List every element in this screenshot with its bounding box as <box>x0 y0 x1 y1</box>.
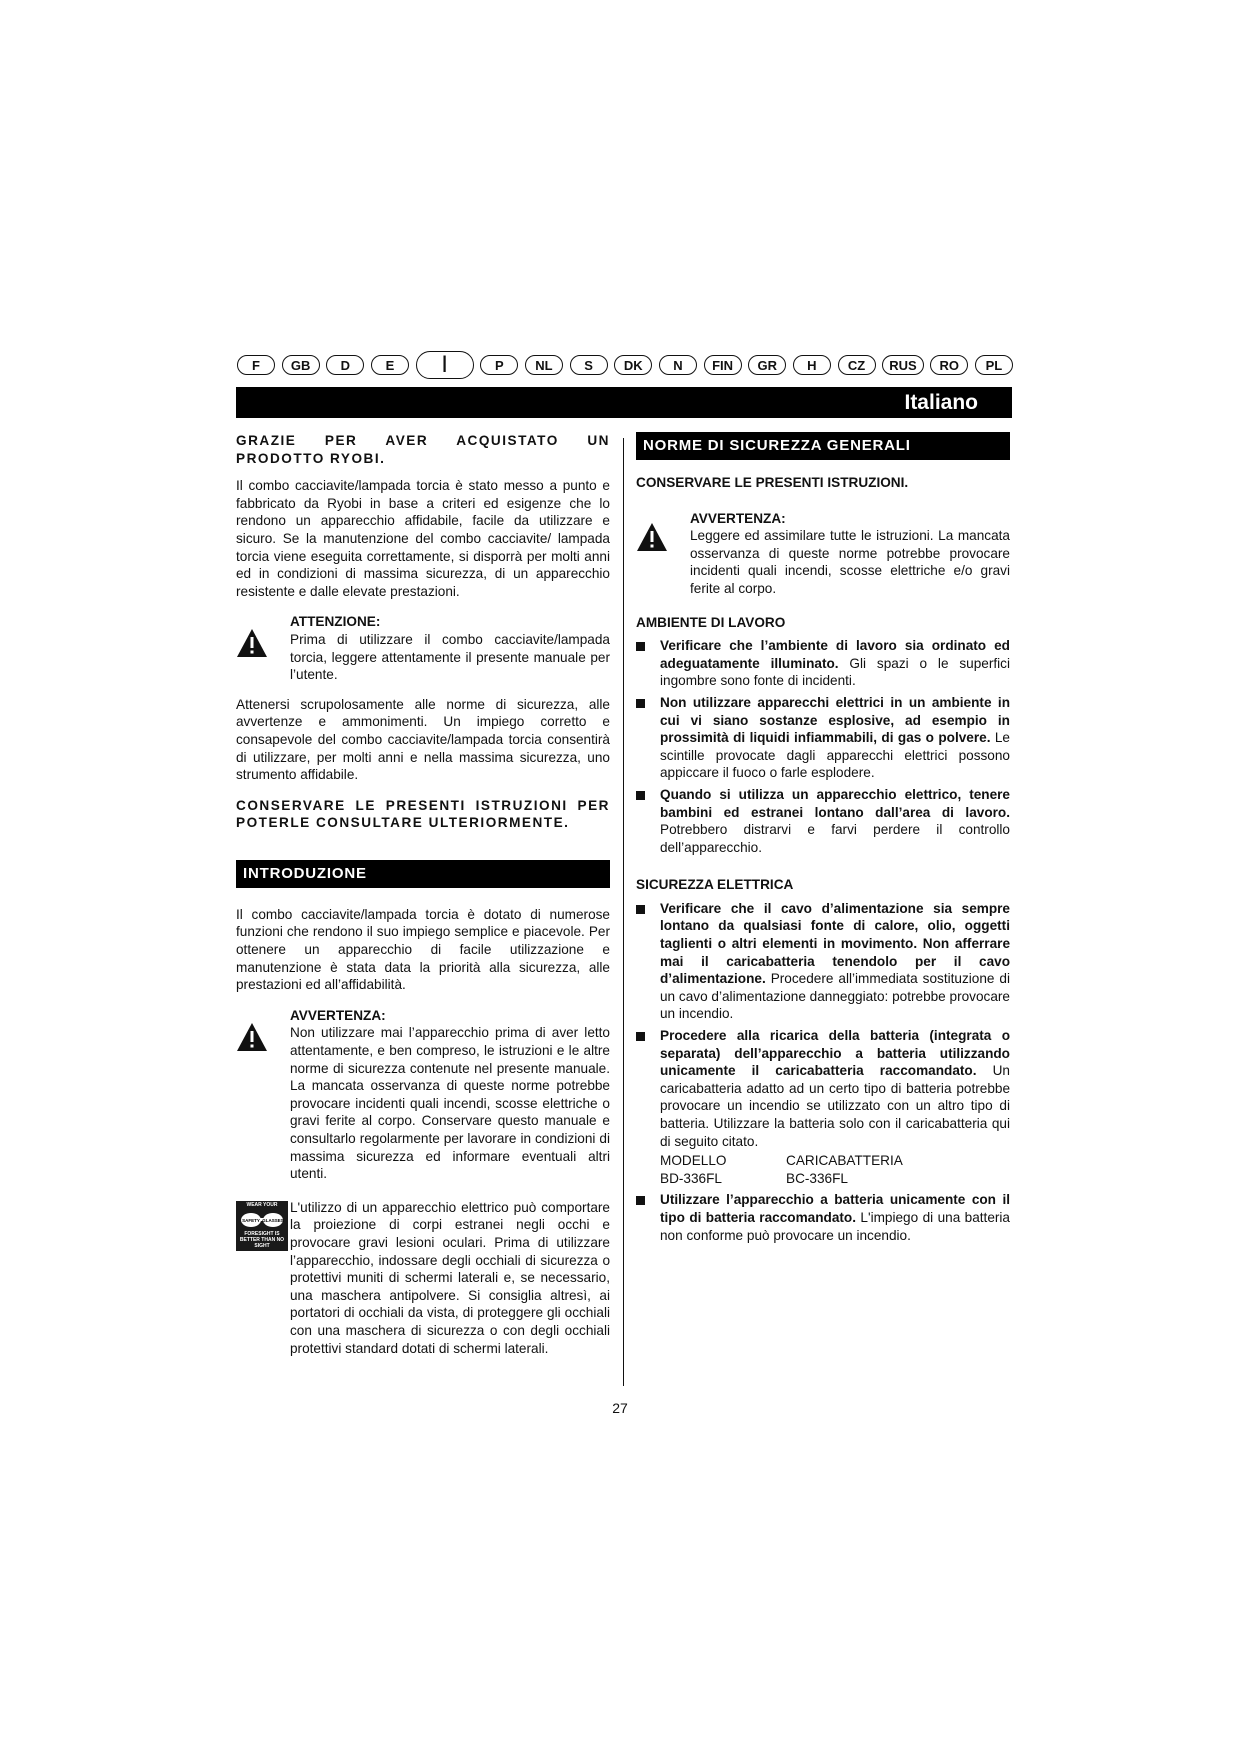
lang-tab-h[interactable]: H <box>793 355 831 375</box>
right-column <box>636 432 1010 1258</box>
charger-label: CARICABATTERIA <box>786 1153 903 1169</box>
intro-section-heading: INTRODUZIONE <box>236 860 610 888</box>
lang-tab-gr[interactable]: GR <box>748 355 786 375</box>
thanks-heading: GRAZIE PER AVER ACQUISTATO UN PRODOTTO RYOBI. <box>236 433 610 466</box>
goggle-label-top: WEAR YOUR <box>246 1202 278 1209</box>
left-column <box>236 432 610 1369</box>
general-warning-text: Leggere ed assimilare tutte le istruzioni. La mancata osservanza di queste norme potrebbe provocare incidenti quali incendi, scosse elettriche e/o gravi ferite al corpo. <box>690 528 1010 596</box>
lang-tab-dk[interactable]: DK <box>614 355 652 375</box>
general-warning-title: AVVERTENZA: <box>690 510 786 526</box>
warning-triangle-icon <box>636 510 690 598</box>
lang-tab-nl[interactable]: NL <box>525 355 563 375</box>
work-area-list <box>636 637 1010 856</box>
adhere-paragraph: Attenersi scrupolosamente alle norme di sicurezza, alle avvertenze e ammonimenti. Un impiego corretto e consapevole del combo cacciavite/lampada torcia consentirà di utilizzare, per molti anni e nella massima sicurezza, uno strumento affidabile. <box>236 696 610 783</box>
warning-triangle-icon <box>236 613 290 683</box>
lang-tab-e[interactable]: E <box>371 355 409 375</box>
general-warning-notice <box>636 510 1010 598</box>
goggle-label-right: GLASSES <box>262 1217 284 1223</box>
lang-tab-rus[interactable]: RUS <box>882 355 923 375</box>
thanks-paragraph: Il combo cacciavite/lampada torcia è stato messo a punto e fabbricato da Ryobi in base a criteri ed esigenze che lo rendono un apparecchio affidabile, facile da utilizzare e sicuro. Se la manutenzione del combo cacciavite/ lampada torcia viene eseguita correttamente, si disporrà per molti anni ed in condizioni di massima sicurezza, di un apparecchio resistente e dalle elevate prestazioni. <box>236 478 610 599</box>
model-value: BD-336FL <box>660 1170 722 1186</box>
attention-notice <box>236 613 610 683</box>
battery-list <box>636 1191 1010 1244</box>
page-number: 27 <box>612 1400 628 1416</box>
lang-tab-p[interactable]: P <box>480 355 518 375</box>
charger-value: BC-336FL <box>786 1170 848 1186</box>
lang-tab-fin[interactable]: FIN <box>704 355 742 375</box>
safety-glasses-text: L'utilizzo di un apparecchio elettrico può comportare la proiezione di corpi estranei negli occhi e provocare gravi lesioni oculari. Prima di utilizzare l’apparecchio, indossare degli occhiali di sicurezza o protettivi muniti di schermi laterali e, se necessario, una maschera antipolvere. Si consiglia altresì, ai portatori di occhiali da vista, di proteggere gli occhiali con una maschera di sicurezza o con degli occhiali protettivi standard dotati di schermi laterali. <box>290 1199 610 1356</box>
column-divider <box>623 438 624 1386</box>
lang-tab-gb[interactable]: GB <box>282 355 320 375</box>
list-item: Verificare che l’ambiente di lavoro sia ordinato ed adeguatamente illuminato. Gli spazi o le superfici ingombre sono fonte di incidenti. <box>636 637 1010 690</box>
safety-glasses-notice <box>236 1199 610 1357</box>
list-item: Verificare che il cavo d’alimentazione sia sempre lontano da qualsiasi fonte di calore, olio, oggetti taglienti o altri elementi in movimento. Non afferrare mai il caricabatteria tenendolo per il cavo d’alimentazione. Procedere all’immediata sostituzione di un cavo d’alimentazione danneggiato: potrebbe provocare un incendio. <box>636 900 1010 1023</box>
lang-tab-d[interactable]: D <box>326 355 364 375</box>
list-item: Quando si utilizza un apparecchio elettrico, tenere bambini ed estranei lontano dall’area di lavoro. Potrebbero distrarvi e farvi perdere il controllo dell’apparecchio. <box>636 786 1010 856</box>
list-item: Procedere alla ricarica della batteria (integrata o separata) dell’apparecchio a batteria utilizzando unicamente il caricabatteria raccomandato. Un caricabatteria adatto ad un certo tipo di batteria potrebbe provocare un incendio se utilizzato con un altro tipo di batteria. Utilizzare la batteria solo con il caricabatteria qui di seguito citato. <box>636 1027 1010 1150</box>
warning-notice <box>236 1007 610 1183</box>
lang-tab-ro[interactable]: RO <box>930 355 968 375</box>
model-label: MODELLO <box>660 1153 727 1169</box>
safety-glasses-icon <box>236 1201 288 1251</box>
goggle-label-bottom: FORESIGHT IS BETTER THAN NO SIGHT <box>239 1231 285 1250</box>
general-safety-heading: NORME DI SICUREZZA GENERALI <box>636 432 1010 460</box>
goggle-label-left: SAFETY <box>242 1217 260 1223</box>
work-area-heading: AMBIENTE DI LAVORO <box>636 614 786 630</box>
warning-text: Non utilizzare mai l’apparecchio prima di aver letto attentamente, e ben compreso, le istruzioni e le altre norme di sicurezza contenute nel presente manuale. La mancata osservanza di queste norme potrebbe provocare incidenti quali incendi, scosse elettriche o gravi ferite al corpo. Conservare questo manuale e consultarlo regolarmente per lavorare in condizioni di massima sicurezza ed informare eventuali altri utenti. <box>290 1025 610 1182</box>
warning-triangle-icon <box>236 1007 290 1183</box>
intro-paragraph: Il combo cacciavite/lampada torcia è dotato di numerose funzioni che rendono il suo impiego semplice e piacevole. Per ottenere un apparecchio di facile utilizzazione e manutenzione è stata data la priorità alla sicurezza, alle prestazioni ed all’affidabilità. <box>236 906 610 993</box>
electrical-safety-heading: SICUREZZA ELETTRICA <box>636 877 794 893</box>
attention-text: Prima di utilizzare il combo cacciavite/lampada torcia, leggere attentamente il presente manuale per l’utente. <box>290 631 610 683</box>
model-table-header <box>636 1152 1010 1170</box>
warning-title: AVVERTENZA: <box>290 1007 386 1023</box>
lang-tab-n[interactable]: N <box>659 355 697 375</box>
page-title-bar: Italiano <box>236 387 1012 418</box>
lang-tab-pl[interactable]: PL <box>975 355 1013 375</box>
list-item: Non utilizzare apparecchi elettrici in un ambiente in cui vi siano sostanze esplosive, ad esempio in prossimità di liquidi infiammabili, di gas o polvere. Le scintille provocate dagli apparecchi elettrici possono appiccare il fuoco o farle esplodere. <box>636 694 1010 782</box>
attention-title: ATTENZIONE: <box>290 614 381 630</box>
language-selector <box>237 353 1013 377</box>
keep-instructions-subheading: CONSERVARE LE PRESENTI ISTRUZIONI. <box>636 475 909 490</box>
lang-tab-s[interactable]: S <box>570 355 608 375</box>
lang-tab-cz[interactable]: CZ <box>838 355 876 375</box>
keep-instructions-heading: CONSERVARE LE PRESENTI ISTRUZIONI PER POTERLE CONSULTARE ULTERIORMENTE. <box>236 797 610 831</box>
model-table-row <box>636 1170 1010 1188</box>
lang-tab-f[interactable]: F <box>237 355 275 375</box>
list-item: Utilizzare l’apparecchio a batteria unicamente con il tipo di batteria raccomandato. L'impiego di una batteria non conforme può provocare un incendio. <box>636 1191 1010 1244</box>
lang-tab-i-active[interactable]: I <box>416 351 474 379</box>
electrical-safety-list <box>636 900 1010 1150</box>
